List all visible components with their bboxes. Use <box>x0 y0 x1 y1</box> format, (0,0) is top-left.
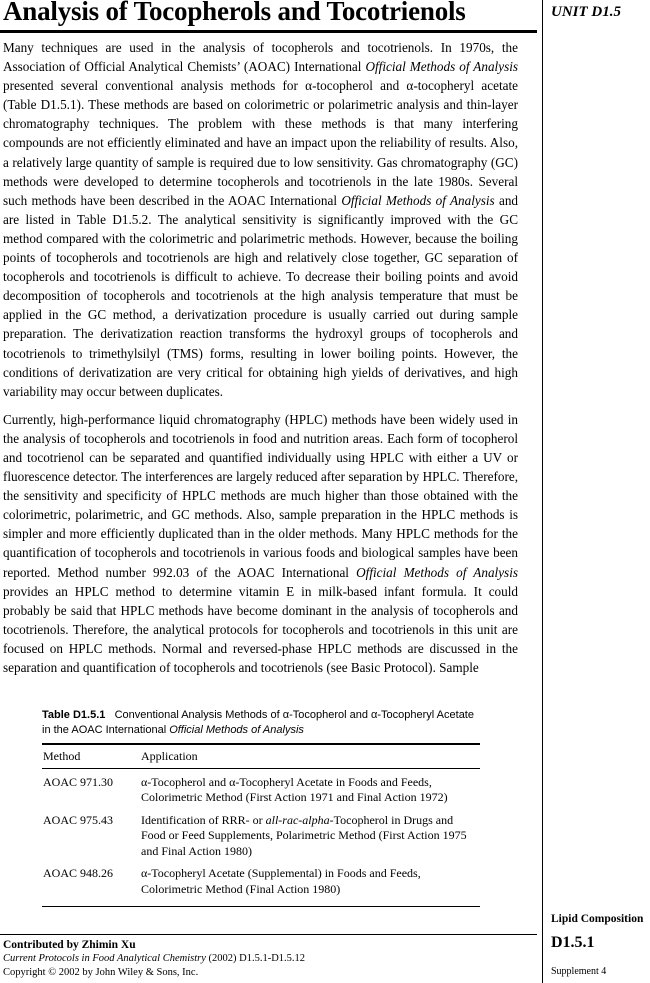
text-run: α-Tocopherol and α-Tocopheryl Acetate in Foods and Feeds, Colorimetric Method (First Action 1971 and Final Action 1972) <box>141 774 448 804</box>
table-d1-5-1 <box>42 708 480 907</box>
table-row <box>42 863 480 901</box>
table-caption <box>42 708 480 738</box>
table-bottom-rule <box>42 906 480 907</box>
table-caption-italic: Official Methods of Analysis <box>169 724 304 736</box>
table-caption-text: Conventional Analysis Methods of α-Tocopherol and α-Tocopheryl Acetate in the AOAC International <box>42 709 474 736</box>
table-cell-application <box>141 866 477 897</box>
text-run: Many techniques are used in the analysis of tocopherols and tocotrienols. In 1970s, the Association of Official Analytical Chemists’ (AOAC) International <box>3 40 518 75</box>
copyright: Copyright © 2002 by John Wiley & Sons, Inc. <box>3 967 199 978</box>
text-run: -Tocopherol in Drugs and Food or Feed Supplements, Polarimetric Method (First Action 1975 and Final Action 1980) <box>141 812 467 858</box>
text-run: Identification of RRR- or <box>141 812 266 827</box>
table-body <box>42 769 480 907</box>
text-run: Currently, high-performance liquid chromatography (HPLC) methods have been widely used in the analysis of tocopherols and tocotrienols in food and nutrition areas. Each form of tocopherol and tocotrienol can be separated and quantified individually using HPLC with either a UV or fluorescence detector. The interferences are largely reduced after separation by HPLC. Therefore, the sensitivity and specificity of HPLC methods are much higher than those obtained with the colorimetric, polarimetric, and GC methods. Also, sample preparation in the HPLC methods is simpler and more efficiently duplicated than in the older methods. Many HPLC methods for the quantification of tocopherols and tocotrienols in various foods and biological samples have been reported. Method number 992.03 of the AOAC International <box>3 411 518 580</box>
unit-label: UNIT D1.5 <box>551 4 621 20</box>
page-title: Analysis of Tocopherols and Tocotrienols <box>3 0 466 26</box>
body-text <box>3 38 518 686</box>
footer <box>3 938 523 980</box>
journal-title: Current Protocols in Food Analytical Chemistry <box>3 953 206 964</box>
text-run: and are listed in Table D1.5.2. The analytical sensitivity is significantly improved with the GC method compared with the colorimetric and polarimetric methods. However, because the boiling points of tocopherols and tocotrienols are high and relatively close together, GC separation of tocopherols and tocotrienols is difficult to achieve. To decrease their boiling points and avoid decomposition of tocopherols and tocotrienols at the high analysis temperature that must be applied in the GC method, a derivatization procedure is usually carried out during sample preparation. The derivatization reaction transforms the hydroxyl groups of tocopherols and tocotrienols to trimethylsilyl (TMS) forms, resulting in lower boiling points. However, the conditions of derivatization are very critical for obtaining high yields of derivatives, and high variability may occur between duplicates. <box>3 192 519 399</box>
citation-details: (2002) D1.5.1-D1.5.12 <box>205 953 306 964</box>
paragraph-1 <box>3 38 518 401</box>
table-cell-method: AOAC 971.30 <box>43 774 114 789</box>
table-row <box>42 810 480 864</box>
table-label: Table D1.5.1 <box>42 709 106 721</box>
italic-text: Official Methods of Analysis <box>365 59 518 75</box>
header-rule <box>0 30 537 33</box>
table-cell-method: AOAC 948.26 <box>43 866 114 880</box>
supplement-label: Supplement 4 <box>551 966 607 977</box>
table-cell-method: AOAC 975.43 <box>43 812 114 827</box>
table-cell-application <box>141 813 477 860</box>
text-run: presented several conventional analysis methods for α-tocopherol and α-tocopheryl acetate (Table D1.5.1). These methods are based on colorimetric or polarimetric analysis and thin-layer chromatography techniques. The problem with these methods is that many interfering compounds are not efficiently eliminated and have an impact upon the reliability of results. Also, a relatively large quantity of sample is required due to low sensitivity. Gas chromatography (GC) methods were developed to determine tocopherols and tocotrienols in the late 1980s. Several such methods have been described in the AOAC International <box>3 78 518 208</box>
text-run: provides an HPLC method to determine vitamin E in milk-based infant formula. It could probably be said that HPLC methods have become dominant in the analysis of tocopherols and tocotrienols. Therefore, the analytical protocols for tocopherols and tocotrienols in this unit are focused on HPLC methods. Normal and reversed-phase HPLC methods are discussed in the separation and quantification of tocopherols and tocotrienols (see Basic Protocol). Sample <box>3 583 518 675</box>
italic-text: all-rac-alpha <box>265 812 330 827</box>
italic-text: Official Methods of Analysis <box>356 564 518 580</box>
section-name: Lipid Composition <box>551 913 644 925</box>
contributor: Contributed by Zhimin Xu <box>3 939 136 951</box>
table-header-method: Method <box>43 749 81 763</box>
footer-rule <box>0 934 537 935</box>
table-cell-application <box>141 775 477 806</box>
page-code: D1.5.1 <box>551 934 595 951</box>
text-run: α-Tocopheryl Acetate (Supplemental) in Foods and Feeds, Colorimetric Method (Final Action 1980) <box>141 866 421 896</box>
table-row <box>42 772 480 810</box>
table-header-application: Application <box>141 749 198 763</box>
paragraph-2 <box>3 410 518 677</box>
italic-text: Official Methods of Analysis <box>341 192 495 208</box>
citation <box>3 952 523 966</box>
table-header-row <box>42 745 480 768</box>
margin-rule <box>542 0 543 983</box>
